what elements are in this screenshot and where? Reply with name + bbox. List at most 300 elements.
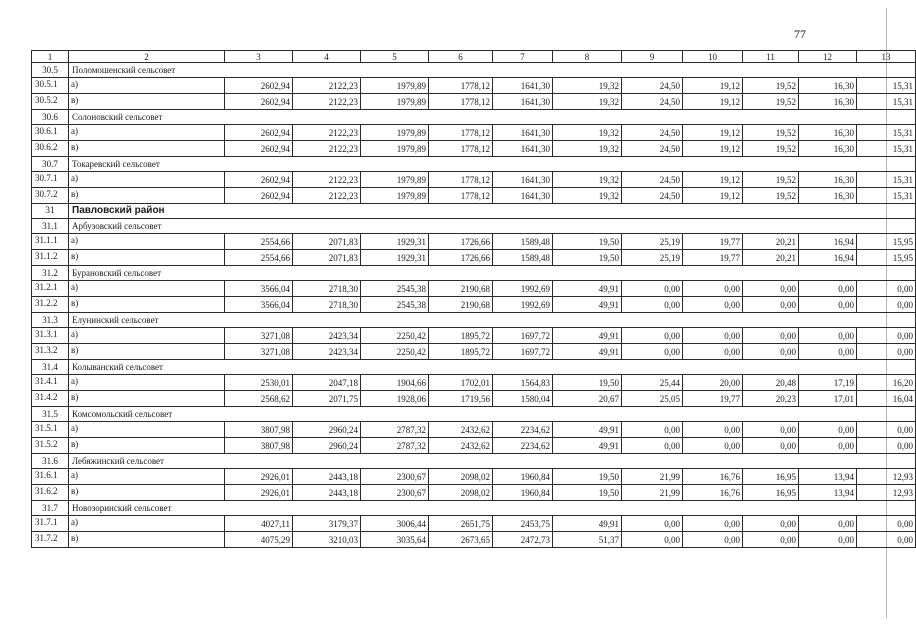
table-row	[32, 78, 916, 94]
row-code: 31.7.1	[32, 516, 69, 532]
value-cell: 1992,69	[493, 297, 553, 313]
column-number-header: 3	[225, 51, 293, 63]
value-cell: 16,95	[743, 485, 799, 501]
row-label: а)	[69, 469, 225, 485]
row-code: 31.4.2	[32, 391, 69, 407]
value-cell: 21,99	[622, 485, 683, 501]
value-cell: 19,12	[683, 94, 743, 110]
value-cell: 2190,68	[429, 281, 493, 297]
value-cell: 49,91	[553, 344, 622, 360]
value-cell: 1928,06	[361, 391, 429, 407]
value-cell: 19,12	[683, 125, 743, 141]
value-cell: 2568,62	[225, 391, 293, 407]
section-row	[32, 266, 916, 281]
column-number-header: 12	[799, 51, 857, 63]
value-cell: 1960,84	[493, 485, 553, 501]
value-cell: 19,32	[553, 125, 622, 141]
value-cell: 0,00	[683, 328, 743, 344]
row-label: в)	[69, 250, 225, 266]
value-cell: 1641,30	[493, 188, 553, 204]
column-number-header: 11	[743, 51, 799, 63]
value-cell: 0,00	[743, 532, 799, 548]
value-cell: 2651,75	[429, 516, 493, 532]
section-row	[32, 313, 916, 328]
value-cell: 1778,12	[429, 94, 493, 110]
value-cell: 15,31	[857, 188, 916, 204]
value-cell: 0,00	[622, 532, 683, 548]
row-code: 31.5.1	[32, 422, 69, 438]
value-cell: 2122,23	[293, 188, 361, 204]
value-cell: 2250,42	[361, 328, 429, 344]
row-label: а)	[69, 125, 225, 141]
section-code: 31.3	[32, 313, 69, 328]
value-cell: 49,91	[553, 438, 622, 454]
value-cell: 2098,02	[429, 469, 493, 485]
value-cell: 0,00	[857, 328, 916, 344]
value-cell: 12,93	[857, 485, 916, 501]
value-cell: 20,23	[743, 391, 799, 407]
section-row	[32, 157, 916, 172]
row-code: 31.7.2	[32, 532, 69, 548]
row-label: в)	[69, 532, 225, 548]
value-cell: 19,52	[743, 125, 799, 141]
value-cell: 16,30	[799, 125, 857, 141]
value-cell: 0,00	[857, 344, 916, 360]
value-cell: 0,00	[683, 297, 743, 313]
value-cell: 15,95	[857, 250, 916, 266]
value-cell: 1778,12	[429, 172, 493, 188]
value-cell: 2554,66	[225, 250, 293, 266]
value-cell: 2787,32	[361, 422, 429, 438]
value-cell: 16,20	[857, 375, 916, 391]
value-cell: 20,48	[743, 375, 799, 391]
column-number-header: 13	[857, 51, 916, 63]
value-cell: 17,01	[799, 391, 857, 407]
value-cell: 2122,23	[293, 78, 361, 94]
table-row	[32, 281, 916, 297]
value-cell: 2926,01	[225, 469, 293, 485]
table-row	[32, 438, 916, 454]
value-cell: 0,00	[799, 516, 857, 532]
value-cell: 21,99	[622, 469, 683, 485]
value-cell: 2926,01	[225, 485, 293, 501]
column-number-row	[32, 51, 916, 63]
value-cell: 17,19	[799, 375, 857, 391]
value-cell: 0,00	[683, 532, 743, 548]
section-code: 31.5	[32, 407, 69, 422]
column-number-header: 8	[553, 51, 622, 63]
page-number: 77	[794, 27, 806, 41]
section-code: 30.5	[32, 63, 69, 78]
value-cell: 20,21	[743, 234, 799, 250]
value-cell: 1778,12	[429, 188, 493, 204]
value-cell: 24,50	[622, 78, 683, 94]
value-cell: 0,00	[743, 281, 799, 297]
row-code: 31.1.2	[32, 250, 69, 266]
value-cell: 1719,56	[429, 391, 493, 407]
section-name: Солоновский сельсовет	[69, 110, 916, 125]
value-cell: 3035,64	[361, 532, 429, 548]
value-cell: 2443,18	[293, 469, 361, 485]
value-cell: 0,00	[683, 422, 743, 438]
column-number-header: 10	[683, 51, 743, 63]
value-cell: 0,00	[743, 438, 799, 454]
value-cell: 0,00	[799, 532, 857, 548]
value-cell: 1641,30	[493, 125, 553, 141]
table-row	[32, 188, 916, 204]
section-name: Токаревский сельсовет	[69, 157, 916, 172]
value-cell: 19,50	[553, 375, 622, 391]
value-cell: 19,52	[743, 188, 799, 204]
value-cell: 19,77	[683, 391, 743, 407]
row-label: в)	[69, 344, 225, 360]
row-code: 30.7.1	[32, 172, 69, 188]
row-label: а)	[69, 78, 225, 94]
value-cell: 0,00	[683, 438, 743, 454]
section-name: Комсомольский сельсовет	[69, 407, 916, 422]
column-number-header: 2	[69, 51, 225, 63]
section-code: 31	[32, 204, 69, 219]
section-code: 31.4	[32, 360, 69, 375]
table-row	[32, 125, 916, 141]
value-cell: 2718,30	[293, 297, 361, 313]
row-code: 31.5.2	[32, 438, 69, 454]
value-cell: 16,30	[799, 188, 857, 204]
value-cell: 0,00	[622, 438, 683, 454]
section-row	[32, 219, 916, 234]
table-row	[32, 469, 916, 485]
row-code: 30.6.1	[32, 125, 69, 141]
value-cell: 19,32	[553, 94, 622, 110]
value-cell: 16,30	[799, 78, 857, 94]
value-cell: 2602,94	[225, 141, 293, 157]
section-code: 31.2	[32, 266, 69, 281]
value-cell: 2122,23	[293, 141, 361, 157]
value-cell: 19,50	[553, 234, 622, 250]
tariff-table	[31, 50, 916, 548]
value-cell: 3566,04	[225, 297, 293, 313]
table-row	[32, 94, 916, 110]
section-name: Елунинский сельсовет	[69, 313, 916, 328]
value-cell: 1697,72	[493, 344, 553, 360]
value-cell: 16,30	[799, 141, 857, 157]
table-row	[32, 485, 916, 501]
section-code: 31.1	[32, 219, 69, 234]
value-cell: 1979,89	[361, 78, 429, 94]
table-row	[32, 297, 916, 313]
value-cell: 2960,24	[293, 422, 361, 438]
value-cell: 2432,62	[429, 422, 493, 438]
value-cell: 0,00	[622, 422, 683, 438]
value-cell: 4075,29	[225, 532, 293, 548]
table-row	[32, 172, 916, 188]
value-cell: 19,52	[743, 94, 799, 110]
value-cell: 2122,23	[293, 172, 361, 188]
value-cell: 19,50	[553, 469, 622, 485]
value-cell: 0,00	[743, 297, 799, 313]
section-name: Арбузовский сельсовет	[69, 219, 916, 234]
value-cell: 1726,66	[429, 234, 493, 250]
row-code: 31.2.1	[32, 281, 69, 297]
value-cell: 13,94	[799, 469, 857, 485]
value-cell: 3179,37	[293, 516, 361, 532]
table-row	[32, 422, 916, 438]
row-label: в)	[69, 485, 225, 501]
value-cell: 2098,02	[429, 485, 493, 501]
value-cell: 1589,48	[493, 234, 553, 250]
value-cell: 19,12	[683, 188, 743, 204]
value-cell: 19,52	[743, 141, 799, 157]
value-cell: 3807,98	[225, 438, 293, 454]
value-cell: 15,31	[857, 172, 916, 188]
section-row	[32, 110, 916, 125]
table-row	[32, 234, 916, 250]
value-cell: 1564,83	[493, 375, 553, 391]
row-label: а)	[69, 375, 225, 391]
value-cell: 16,94	[799, 250, 857, 266]
value-cell: 24,50	[622, 94, 683, 110]
value-cell: 2545,38	[361, 297, 429, 313]
value-cell: 1979,89	[361, 141, 429, 157]
section-row	[32, 407, 916, 422]
value-cell: 2718,30	[293, 281, 361, 297]
value-cell: 1641,30	[493, 141, 553, 157]
value-cell: 2234,62	[493, 422, 553, 438]
value-cell: 0,00	[622, 297, 683, 313]
value-cell: 1904,66	[361, 375, 429, 391]
value-cell: 0,00	[622, 344, 683, 360]
value-cell: 0,00	[743, 516, 799, 532]
row-code: 30.5.1	[32, 78, 69, 94]
value-cell: 3210,03	[293, 532, 361, 548]
section-name: Поломошенский сельсовет	[69, 63, 916, 78]
value-cell: 1960,84	[493, 469, 553, 485]
value-cell: 0,00	[799, 422, 857, 438]
value-cell: 1726,66	[429, 250, 493, 266]
column-number-header: 4	[293, 51, 361, 63]
value-cell: 49,91	[553, 297, 622, 313]
row-label: в)	[69, 141, 225, 157]
value-cell: 19,12	[683, 141, 743, 157]
value-cell: 2423,34	[293, 328, 361, 344]
value-cell: 0,00	[857, 516, 916, 532]
value-cell: 1697,72	[493, 328, 553, 344]
value-cell: 2602,94	[225, 78, 293, 94]
value-cell: 20,67	[553, 391, 622, 407]
value-cell: 0,00	[857, 297, 916, 313]
value-cell: 1895,72	[429, 328, 493, 344]
value-cell: 25,05	[622, 391, 683, 407]
value-cell: 2432,62	[429, 438, 493, 454]
value-cell: 19,32	[553, 141, 622, 157]
value-cell: 0,00	[743, 328, 799, 344]
value-cell: 20,21	[743, 250, 799, 266]
value-cell: 19,50	[553, 485, 622, 501]
table-row	[32, 391, 916, 407]
value-cell: 2250,42	[361, 344, 429, 360]
value-cell: 25,19	[622, 234, 683, 250]
value-cell: 1979,89	[361, 125, 429, 141]
row-label: а)	[69, 281, 225, 297]
value-cell: 2423,34	[293, 344, 361, 360]
value-cell: 25,44	[622, 375, 683, 391]
value-cell: 19,32	[553, 188, 622, 204]
value-cell: 2673,65	[429, 532, 493, 548]
section-code: 31.7	[32, 501, 69, 516]
table-row	[32, 328, 916, 344]
table-row	[32, 516, 916, 532]
value-cell: 3271,08	[225, 344, 293, 360]
value-cell: 0,00	[743, 422, 799, 438]
value-cell: 24,50	[622, 141, 683, 157]
value-cell: 0,00	[857, 438, 916, 454]
value-cell: 49,91	[553, 516, 622, 532]
value-cell: 2472,73	[493, 532, 553, 548]
table-row	[32, 250, 916, 266]
value-cell: 16,04	[857, 391, 916, 407]
value-cell: 1778,12	[429, 78, 493, 94]
value-cell: 2443,18	[293, 485, 361, 501]
value-cell: 3271,08	[225, 328, 293, 344]
value-cell: 0,00	[857, 281, 916, 297]
value-cell: 16,76	[683, 469, 743, 485]
value-cell: 0,00	[622, 281, 683, 297]
value-cell: 49,91	[553, 281, 622, 297]
value-cell: 49,91	[553, 422, 622, 438]
value-cell: 0,00	[683, 516, 743, 532]
district-name: Павловский район	[69, 204, 916, 219]
value-cell: 0,00	[799, 328, 857, 344]
row-label: в)	[69, 188, 225, 204]
value-cell: 19,32	[553, 172, 622, 188]
value-cell: 15,95	[857, 234, 916, 250]
row-code: 30.7.2	[32, 188, 69, 204]
value-cell: 1979,89	[361, 188, 429, 204]
section-name: Новозоринский сельсовет	[69, 501, 916, 516]
row-label: а)	[69, 422, 225, 438]
value-cell: 19,77	[683, 234, 743, 250]
value-cell: 2960,24	[293, 438, 361, 454]
value-cell: 0,00	[857, 532, 916, 548]
table-row	[32, 141, 916, 157]
value-cell: 1580,04	[493, 391, 553, 407]
row-code: 31.3.2	[32, 344, 69, 360]
section-row	[32, 501, 916, 516]
value-cell: 1702,01	[429, 375, 493, 391]
value-cell: 0,00	[799, 281, 857, 297]
column-number-header: 5	[361, 51, 429, 63]
value-cell: 19,77	[683, 250, 743, 266]
row-code: 31.1.1	[32, 234, 69, 250]
value-cell: 1979,89	[361, 94, 429, 110]
value-cell: 2530,01	[225, 375, 293, 391]
value-cell: 13,94	[799, 485, 857, 501]
table-row	[32, 344, 916, 360]
value-cell: 51,37	[553, 532, 622, 548]
value-cell: 12,93	[857, 469, 916, 485]
value-cell: 2234,62	[493, 438, 553, 454]
row-code: 31.6.1	[32, 469, 69, 485]
value-cell: 2071,83	[293, 234, 361, 250]
table-body	[32, 51, 916, 548]
value-cell: 0,00	[799, 344, 857, 360]
value-cell: 1979,89	[361, 172, 429, 188]
value-cell: 3006,44	[361, 516, 429, 532]
value-cell: 2047,18	[293, 375, 361, 391]
value-cell: 1641,30	[493, 94, 553, 110]
row-code: 31.6.2	[32, 485, 69, 501]
value-cell: 2554,66	[225, 234, 293, 250]
value-cell: 4027,11	[225, 516, 293, 532]
value-cell: 19,50	[553, 250, 622, 266]
value-cell: 16,95	[743, 469, 799, 485]
value-cell: 19,32	[553, 78, 622, 94]
value-cell: 19,12	[683, 78, 743, 94]
column-number-header: 7	[493, 51, 553, 63]
value-cell: 25,19	[622, 250, 683, 266]
value-cell: 1589,48	[493, 250, 553, 266]
value-cell: 0,00	[683, 344, 743, 360]
value-cell: 1778,12	[429, 125, 493, 141]
section-name: Лебяжинский сельсовет	[69, 454, 916, 469]
value-cell: 0,00	[799, 297, 857, 313]
row-label: в)	[69, 438, 225, 454]
section-name: Колыванский сельсовет	[69, 360, 916, 375]
row-label: а)	[69, 234, 225, 250]
section-name: Бурановский сельсовет	[69, 266, 916, 281]
value-cell: 0,00	[622, 328, 683, 344]
column-number-header: 9	[622, 51, 683, 63]
value-cell: 0,00	[857, 422, 916, 438]
section-code: 31.6	[32, 454, 69, 469]
value-cell: 19,52	[743, 78, 799, 94]
table-row	[32, 375, 916, 391]
value-cell: 0,00	[622, 516, 683, 532]
value-cell: 16,94	[799, 234, 857, 250]
value-cell: 2071,83	[293, 250, 361, 266]
value-cell: 2787,32	[361, 438, 429, 454]
value-cell: 19,52	[743, 172, 799, 188]
value-cell: 2300,67	[361, 469, 429, 485]
value-cell: 2453,75	[493, 516, 553, 532]
value-cell: 20,00	[683, 375, 743, 391]
value-cell: 2602,94	[225, 125, 293, 141]
value-cell: 2545,38	[361, 281, 429, 297]
row-label: в)	[69, 94, 225, 110]
value-cell: 15,31	[857, 125, 916, 141]
value-cell: 1641,30	[493, 172, 553, 188]
row-label: а)	[69, 172, 225, 188]
row-code: 30.6.2	[32, 141, 69, 157]
value-cell: 1895,72	[429, 344, 493, 360]
value-cell: 2122,23	[293, 125, 361, 141]
value-cell: 3807,98	[225, 422, 293, 438]
section-row	[32, 454, 916, 469]
section-code: 30.7	[32, 157, 69, 172]
value-cell: 1929,31	[361, 234, 429, 250]
row-code: 31.2.2	[32, 297, 69, 313]
row-label: в)	[69, 297, 225, 313]
row-code: 30.5.2	[32, 94, 69, 110]
district-row	[32, 204, 916, 219]
value-cell: 24,50	[622, 188, 683, 204]
value-cell: 1641,30	[493, 78, 553, 94]
value-cell: 16,30	[799, 94, 857, 110]
column-number-header: 1	[32, 51, 69, 63]
value-cell: 2602,94	[225, 172, 293, 188]
column-number-header: 6	[429, 51, 493, 63]
row-label: а)	[69, 328, 225, 344]
